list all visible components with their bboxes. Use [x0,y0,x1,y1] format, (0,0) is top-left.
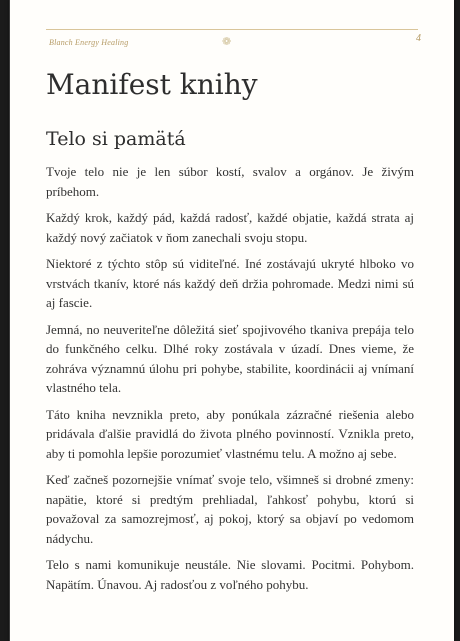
chapter-title: Manifest knihy [46,68,258,101]
running-header [46,29,421,52]
body-text [46,162,414,601]
paragraph: Jemná, no neuveriteľne dôležitá sieť spojivového tkaniva prepája telo do funkčného celku. Dlhé roky zostávala v úzadí. Dnes vieme, že zohráva významnú úlohu pri pohybe, stabilite, koordinácii aj vnímaní vlastného tela. [46,321,414,395]
section-heading: Telo si pamätá [46,128,186,150]
paragraph: Tvoje telo nie je len súbor kostí, svalov a orgánov. Je živým príbehom. [46,164,414,199]
paragraph: Keď začneš pozornejšie vnímať svoje telo, všimneš si drobné zmeny: napätie, ktoré si predtým prehliadal, ľahkosť pohybu, ktorú si považoval za samozrejmosť, aj pokoj, ktorý sa objaví po vedomom nádychu. [46,472,414,546]
paragraph: Telo s nami komunikuje neustále. Nie slovami. Pocitmi. Pohybom. Napätím. Únavou. Aj radosťou z voľného pohybu. [46,557,414,592]
paragraph: Táto kniha nevznikla preto, aby ponúkala zázračné riešenia alebo pridávala ďalšie pravidlá do života plného povinností. Vznikla preto, aby ti pomohla lepšie porozumieť vlastnému telu. A možno aj sebe. [46,406,414,461]
header-brand: Blanch Energy Healing [49,38,129,47]
paragraph: Niektoré z týchto stôp sú viditeľné. Iné zostávajú ukryté hlboko vo vrstvách tkanív, ktoré nás každý deň držia pohromade. Medzi nimi sú aj fascie. [46,256,414,310]
flower-ornament-icon: ❁ [222,35,232,48]
page-number: 4 [416,33,421,44]
book-page [9,0,454,641]
paragraph: Každý krok, každý pád, každá radosť, každé objatie, každá strata aj každý nový začiatok v ňom zanechali svoju stopu. [46,210,414,245]
